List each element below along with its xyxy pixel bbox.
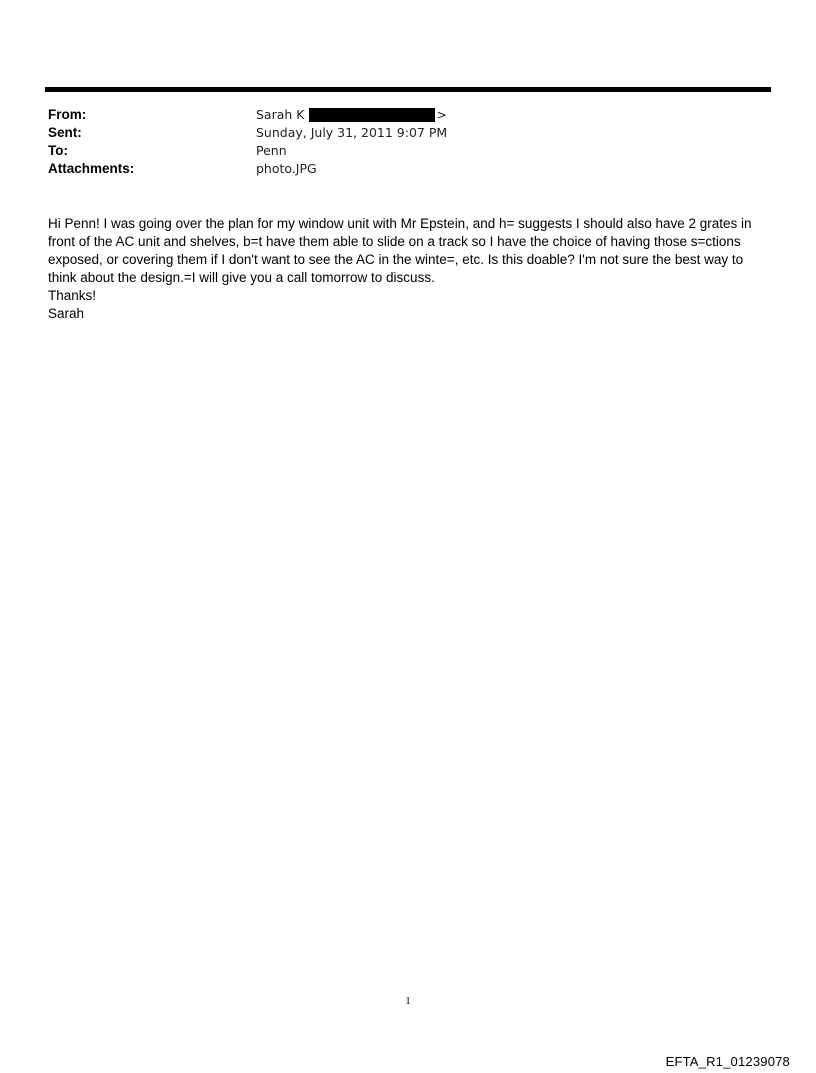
- email-body: [48, 215, 768, 323]
- redaction-block: [309, 108, 435, 122]
- attachments-row: [48, 160, 748, 178]
- attachments-label: Attachments:: [48, 161, 135, 176]
- email-header: [48, 106, 748, 178]
- to-value: Penn: [256, 143, 287, 158]
- body-signature: Sarah: [48, 306, 85, 321]
- from-value: [256, 106, 447, 124]
- body-paragraph: Hi Penn! I was going over the plan for my window unit with Mr Epstein, and h= suggests I should also have 2 grates in front of the AC unit and shelves, b=t have them able to slide on a track so I have the choice of having those s=ctions exposed, or covering them if I don't want to see the AC in the winte=, etc. Is this doable? I'm not sure the best way to think about the design.=I will give you a call tomorrow to discuss.: [48, 216, 752, 285]
- attachment-filename[interactable]: photo.JPG: [256, 161, 317, 176]
- sender-name: Sarah K: [256, 107, 305, 122]
- from-label: From:: [48, 107, 87, 122]
- to-row: [48, 142, 748, 160]
- body-closing: Thanks!: [48, 288, 97, 303]
- header-rule: [45, 87, 771, 92]
- page-number: 1: [405, 995, 411, 1007]
- bates-number: EFTA_R1_01239078: [665, 1054, 790, 1069]
- sent-value: Sunday, July 31, 2011 9:07 PM: [256, 125, 448, 140]
- sender-address-close: >: [436, 107, 447, 122]
- to-label: To:: [48, 143, 68, 158]
- sent-label: Sent:: [48, 125, 82, 140]
- sent-row: [48, 124, 748, 142]
- from-row: [48, 106, 748, 124]
